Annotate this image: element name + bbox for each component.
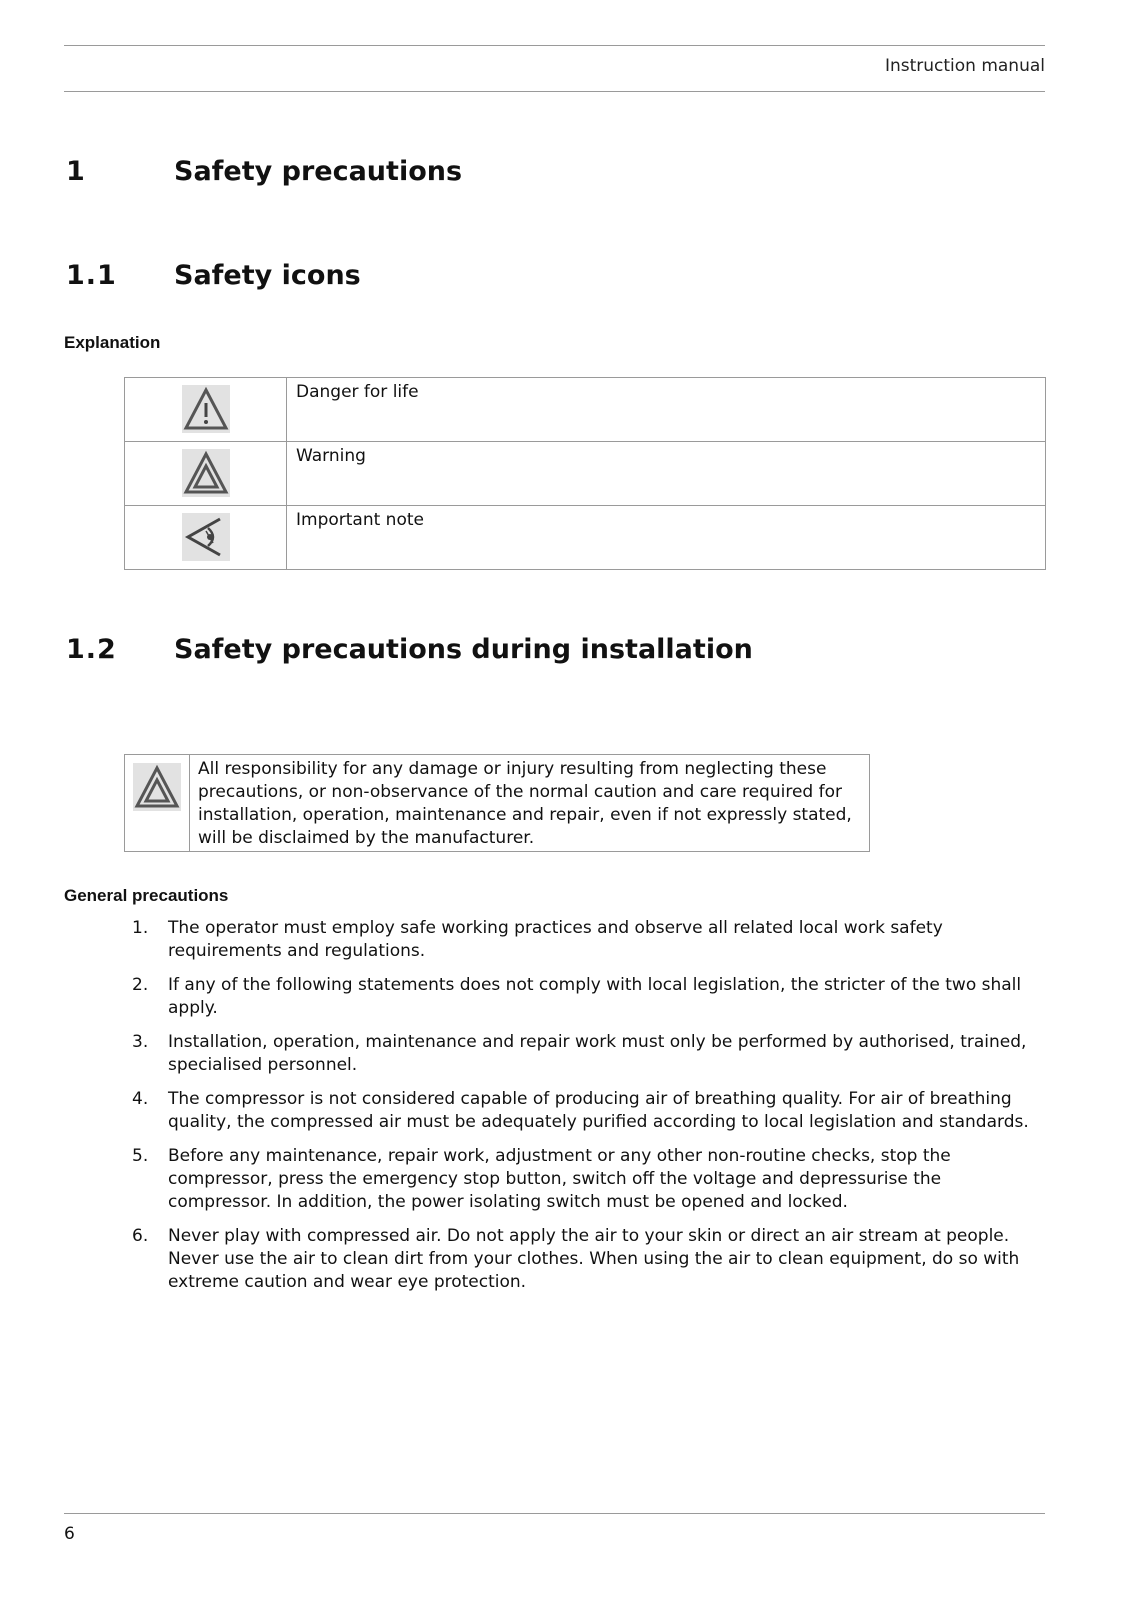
- header-title: Instruction manual: [884, 56, 1045, 76]
- footer-rule: [64, 1513, 1045, 1514]
- icon-label: Important note: [287, 506, 1046, 570]
- list-item-text: If any of the following statements does not comply with local legislation, the stricter of the two shall apply.: [168, 975, 1022, 1018]
- table-row: [125, 506, 1046, 570]
- section-1-number: 1: [66, 156, 86, 187]
- precautions-list: [64, 917, 1049, 1305]
- table-row: [125, 378, 1046, 442]
- warning-icon: [133, 763, 181, 811]
- general-precautions-subhead: General precautions: [64, 886, 229, 905]
- list-item: [64, 917, 1049, 963]
- section-1-1-title: Safety icons: [174, 260, 361, 291]
- header-rule-bottom: [64, 91, 1045, 92]
- warning-icon: [182, 449, 230, 497]
- list-item: [64, 974, 1049, 1020]
- list-item-text: Before any maintenance, repair work, adjustment or any other non-routine checks, stop the compressor, press the emergency stop button, switch off the voltage and depressurise the compressor. In addition, the power isolating switch must be opened and locked.: [168, 1146, 951, 1212]
- list-item-number: 1.: [132, 918, 149, 938]
- list-item-number: 6.: [132, 1226, 149, 1246]
- section-1-2-title: Safety precautions during installation: [174, 634, 753, 665]
- important-note-icon: [182, 513, 230, 561]
- list-item-text: Never play with compressed air. Do not apply the air to your skin or direct an air stream at people. Never use the air to clean dirt from your clothes. When using the air to clean equipment, do so with extreme caution and wear eye protection.: [168, 1226, 1020, 1292]
- safety-icons-table: [124, 377, 1046, 570]
- disclaimer-text: All responsibility for any damage or injury resulting from neglecting these precautions, or non-observance of the normal caution and care required for installation, operation, maintenance and repair, even if not expressly stated, will be disclaimed by the manufacturer.: [198, 759, 852, 848]
- icon-label: Danger for life: [287, 378, 1046, 442]
- list-item-text: The compressor is not considered capable of producing air of breathing quality. For air of breathing quality, the compressed air must be adequately purified according to local legislation and standards.: [168, 1089, 1029, 1132]
- list-item: [64, 1031, 1049, 1077]
- list-item-text: Installation, operation, maintenance and repair work must only be performed by authorised, trained, specialised personnel.: [168, 1032, 1027, 1075]
- list-item: [64, 1145, 1049, 1214]
- list-item-number: 3.: [132, 1032, 149, 1052]
- section-1-1-number: 1.1: [66, 260, 117, 291]
- section-1-2-number: 1.2: [66, 634, 117, 665]
- explanation-subhead: Explanation: [64, 333, 161, 352]
- header-rule-top: [64, 45, 1045, 46]
- icon-label: Warning: [287, 442, 1046, 506]
- disclaimer-notice: [124, 754, 870, 852]
- list-item: [64, 1088, 1049, 1134]
- list-item-number: 4.: [132, 1089, 149, 1109]
- list-item-number: 2.: [132, 975, 149, 995]
- page-number: 6: [64, 1524, 75, 1544]
- list-item-number: 5.: [132, 1146, 149, 1166]
- list-item: [64, 1225, 1049, 1294]
- danger-icon: [182, 385, 230, 433]
- table-row: [125, 442, 1046, 506]
- list-item-text: The operator must employ safe working practices and observe all related local work safety requirements and regulations.: [168, 918, 943, 961]
- section-1-title: Safety precautions: [174, 156, 463, 187]
